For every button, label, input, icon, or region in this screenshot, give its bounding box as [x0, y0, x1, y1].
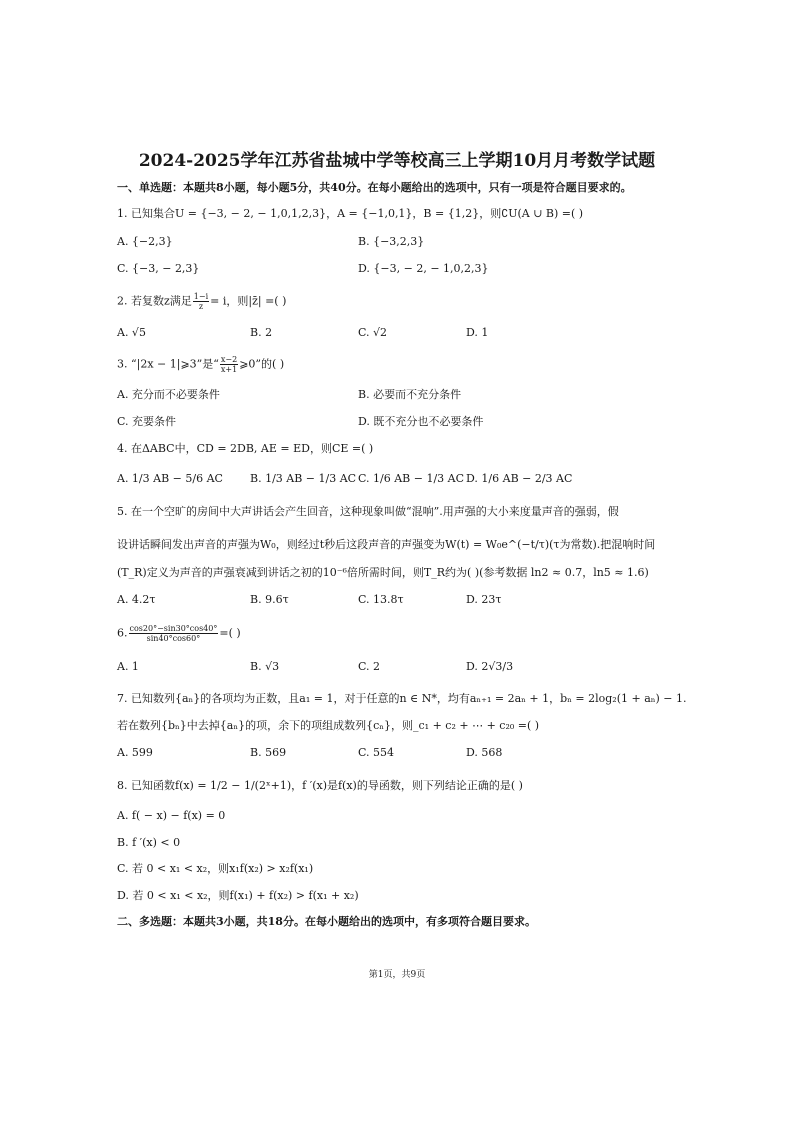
q6-stem: [117, 624, 241, 643]
q6-frac-den: sin40°cos60°: [146, 634, 201, 643]
q4-option-a: A. 1/3 AB − 5/6 AC: [117, 472, 223, 485]
q2-frac-num: 1−i: [193, 292, 209, 301]
q3-stem-pre: 3. “|2x − 1|⩾3”是“: [117, 357, 219, 371]
q3-frac-num: x−2: [220, 355, 238, 364]
q7-line-2: 若在数列{bₙ}中去掉{aₙ}的项，余下的项组成数列{cₙ}，则_c₁ + c₂ + ⋯ + c₂₀ =( ): [117, 719, 540, 732]
q4-option-d: D. 1/6 AB − 2/3 AC: [466, 472, 573, 485]
q1-option-b: B. {−3,2,3}: [358, 235, 425, 248]
q3-option-c: C. 充要条件: [117, 415, 177, 428]
q1-option-d: D. {−3, − 2, − 1,0,2,3}: [358, 262, 489, 275]
q6-frac-num: cos20°−sin30°cos40°: [129, 624, 218, 633]
q2-stem-pre: 2. 若复数z满足: [117, 294, 192, 308]
q3-stem-post: ⩾0”的( ): [239, 357, 285, 371]
q1-option-a: A. {−2,3}: [117, 235, 173, 248]
q4-option-c: C. 1/6 AB − 1/3 AC: [358, 472, 465, 485]
q2-option-c: C. √2: [358, 326, 388, 339]
q2-option-a: A. √5: [117, 326, 146, 339]
q3-stem: [117, 355, 284, 374]
q5-option-a: A. 4.2τ: [117, 593, 156, 606]
q8-option-c: C. 若 0 < x₁ < x₂，则x₁f(x₂) > x₂f(x₁): [117, 862, 314, 875]
q7-option-b: B. 569: [250, 746, 287, 759]
q2-stem: [117, 292, 286, 311]
q1-option-c: C. {−3, − 2,3}: [117, 262, 200, 275]
page-footer: 第1页，共9页: [368, 970, 426, 980]
q3-fraction: [220, 355, 238, 374]
q8-option-a: A. f( − x) − f(x) = 0: [117, 809, 226, 822]
q2-stem-post: = i，则|z̄| =( ): [210, 294, 287, 308]
q5-line-1: 5. 在一个空旷的房间中大声讲话会产生回音，这种现象叫做“混响”.用声强的大小来度量声音的强弱，假: [117, 505, 619, 518]
q7-option-c: C. 554: [358, 746, 395, 759]
q2-fraction: [193, 292, 209, 311]
q3-option-a: A. 充分而不必要条件: [117, 388, 220, 401]
q4-option-b: B. 1/3 AB − 1/3 AC: [250, 472, 357, 485]
q7-option-a: A. 599: [117, 746, 153, 759]
q4-stem: 4. 在ΔABC中，CD = 2DB, AE = ED，则CE =( ): [117, 442, 374, 455]
q1-stem: 1. 已知集合U = {−3, − 2, − 1,0,1,2,3}，A = {−1,0,1}，B = {1,2}，则∁U(A ∪ B) =( ): [117, 207, 584, 220]
q8-option-d: D. 若 0 < x₁ < x₂，则f(x₁) + f(x₂) > f(x₁ + x₂): [117, 889, 359, 902]
q2-option-b: B. 2: [250, 326, 273, 339]
q6-option-a: A. 1: [117, 660, 139, 673]
q3-frac-den: x+1: [220, 365, 238, 374]
q8-stem: 8. 已知函数f(x) = 1/2 − 1/(2ˣ+1)，f ′(x)是f(x)的导函数，则下列结论正确的是( ): [117, 779, 523, 792]
q5-option-b: B. 9.6τ: [250, 593, 289, 606]
q2-frac-den: z: [198, 302, 204, 311]
q2-option-d: D. 1: [466, 326, 489, 339]
q6-stem-post: =( ): [219, 626, 241, 640]
section-1-header: 一、单选题：本题共8小题，每小题5分，共40分。在每小题给出的选项中，只有一项是符合题目要求的。: [117, 181, 632, 194]
q5-line-3: (T_R)定义为声音的声强衰减到讲话之初的10⁻⁶倍所需时间，则T_R约为( )(参考数据 ln2 ≈ 0.7，ln5 ≈ 1.6): [117, 566, 649, 579]
q6-option-b: B. √3: [250, 660, 280, 673]
q8-option-b: B. f ′(x) < 0: [117, 836, 181, 849]
q6-option-d: D. 2√3/3: [466, 660, 514, 673]
q5-line-2: 设讲话瞬间发出声音的声强为W₀，则经过t秒后这段声音的声强变为W(t) = W₀e^(−t/τ)(τ为常数).把混响时间: [117, 538, 656, 551]
section-2-header: 二、多选题：本题共3小题，共18分。在每小题给出的选项中，有多项符合题目要求。: [117, 915, 536, 928]
exam-title: 2024-2025学年江苏省盐城中学等校高三上学期10月月考数学试题: [138, 151, 656, 171]
q5-option-d: D. 23τ: [466, 593, 502, 606]
q5-option-c: C. 13.8τ: [358, 593, 404, 606]
q6-option-c: C. 2: [358, 660, 381, 673]
q7-line-1: 7. 已知数列{aₙ}的各项均为正数，且a₁ = 1，对于任意的n ∈ N*，均有aₙ₊₁ = 2aₙ + 1，bₙ = 2log₂(1 + aₙ) − 1.: [117, 692, 687, 705]
q3-option-b: B. 必要而不充分条件: [358, 388, 462, 401]
q3-option-d: D. 既不充分也不必要条件: [358, 415, 484, 428]
q6-number: 6.: [117, 626, 128, 640]
q7-option-d: D. 568: [466, 746, 503, 759]
q6-fraction: [129, 624, 219, 643]
